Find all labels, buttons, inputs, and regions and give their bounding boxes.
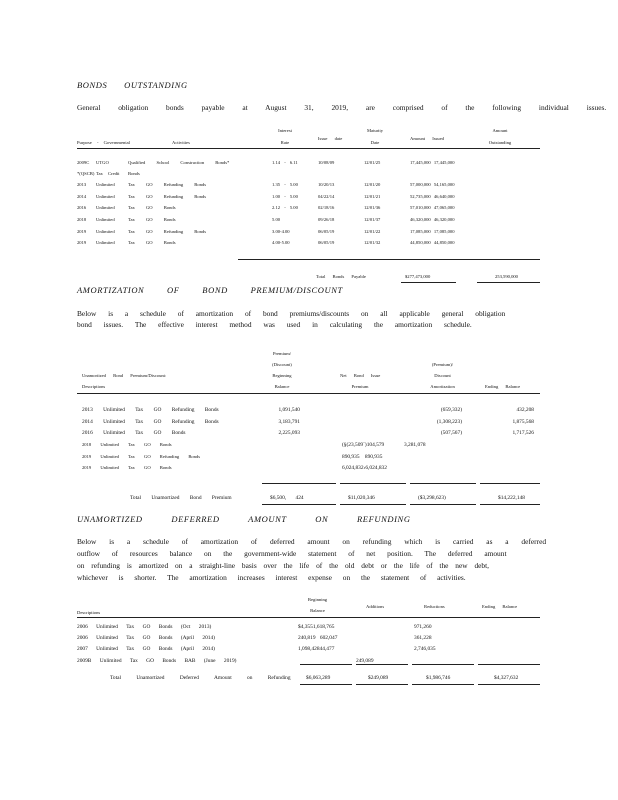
bond-row-amounts: 17,445,000 17,445,000	[410, 160, 455, 165]
bond-row-maturity: 12/01/32	[364, 240, 381, 245]
bonds-total-issued: $277,473,000	[405, 274, 431, 279]
bond-row-amounts: 57,010,000 47,065,000	[410, 205, 455, 210]
hdr-discount: (Discount)	[272, 362, 292, 367]
amort-row-desc: 2019 Unlimited Tax GO Refunding Bonds	[82, 454, 201, 459]
bond-row-type: Unlimited	[96, 229, 115, 234]
amort-row-desc: 2016 Unlimited Tax GO Bonds	[82, 430, 186, 436]
amortization-intro-1: Below is a schedule of amortization of bond premiums/discounts on all applicable general obligation	[77, 309, 506, 318]
amort-row-amortization: (1,308,223)	[436, 419, 462, 425]
bond-row-amounts: 17,085,000 17,085,000	[410, 229, 455, 234]
bond-row-year: *(QSCB)	[77, 171, 95, 176]
bond-row-issue-date: 06/05/19	[318, 240, 335, 245]
amort-row-net: (§(23,509¨)104,579	[342, 442, 385, 448]
amort-total-ending: $14,222,148	[498, 495, 525, 501]
bond-row-rate: 4.00-5.00	[272, 240, 290, 245]
deferred-intro-4: whichever is shorter. The amortization increases interest expense on the statement of activities.	[77, 573, 466, 582]
amort-total-beginning: $6,500, 424	[270, 495, 304, 501]
amort-row-amortization: (507,567)	[440, 430, 462, 436]
hdr-purpose: Purpose - Governmental	[77, 140, 130, 145]
bond-row-type: UTGO	[96, 160, 109, 165]
amort-row-desc: 2014 Unlimited Tax GO Refunding Bonds	[82, 419, 219, 425]
amort-total-label: Total Unamortized Bond Premium	[130, 495, 232, 501]
bonds-total-outstanding: 253,590,000	[495, 274, 518, 279]
hdr-net-premium: Premium	[351, 384, 369, 389]
amort-row-ending: 1,875,568	[512, 419, 534, 425]
amort-total-net: $11,020,346	[348, 495, 375, 501]
bond-row-desc: Tax GO Refunding Bonds	[128, 229, 207, 234]
hdr-amount: Amount	[492, 128, 508, 133]
bonds-outstanding-title: BONDS OUTSTANDING	[77, 80, 188, 90]
hdr-activities: Activities	[172, 140, 190, 145]
bond-row-issue-date: 09/26/18	[318, 217, 335, 222]
hdr-descriptions: Descriptions	[82, 384, 106, 389]
bond-row-maturity: 12/01/22	[364, 229, 381, 234]
hdr-maturity: Maturity	[366, 128, 384, 133]
amort-row-beginning: 3,183,791	[278, 419, 300, 425]
bond-row-desc: Bonds	[128, 171, 140, 176]
def-hdr-ending: Ending Balance	[482, 604, 518, 609]
deferred-intro-3: on refunding is amortized on a straight-line basis over the life of the old debt or the life of the new debt,	[77, 561, 490, 570]
amort-row-net: 6,024,832‹6,024,832	[342, 465, 387, 471]
bond-row-type: Unlimited	[96, 194, 115, 199]
deferred-row-beginning: $4,3551,618,765	[298, 624, 335, 630]
deferred-row-desc: 2006 Unlimited Tax GO Bonds (April 2014)	[77, 635, 215, 641]
bond-row-maturity: 12/01/37	[364, 217, 381, 222]
def-total-additions: $249,089	[368, 675, 389, 681]
bond-row-maturity: 12/01/20	[364, 182, 381, 187]
amort-row-desc: 2018 Unlimited Tax GO Bonds	[82, 442, 172, 447]
bond-row-type: Unlimited	[96, 240, 115, 245]
bond-row-maturity: 12/01/25	[364, 160, 381, 165]
deferred-row-desc: 2007 Unlimited Tax GO Bonds (April 2014)	[77, 646, 215, 652]
bond-row-amounts: 46,320,000 46,320,000	[410, 217, 455, 222]
amortization-intro-2: bond issues. The effective interest method was used in calculating the amortization schedule.	[77, 320, 472, 329]
amort-row-beginning: 1,091,540	[278, 407, 300, 413]
bond-row-year: 2014	[77, 194, 87, 199]
amort-row-ending: 432,208	[516, 407, 534, 413]
bond-row-desc: Qualified School Construction Bonds*	[128, 160, 230, 165]
bond-row-desc: Tax GO Bonds	[128, 205, 176, 210]
bond-row-issue-date: 04/22/14	[318, 194, 335, 199]
bond-row-rate: 3.00-4.00	[272, 229, 290, 234]
bond-row-type: Unlimited	[96, 205, 115, 210]
amort-row-desc: 2013 Unlimited Tax GO Refunding Bonds	[82, 407, 219, 413]
deferred-row-reductions: 971,260	[414, 624, 432, 630]
bond-row-year: 2019	[77, 229, 87, 234]
bond-row-rate: 1.00 - 5.00	[272, 194, 298, 199]
bond-row-desc: Tax GO Refunding Bonds	[128, 194, 207, 199]
def-total-beginning: $6,063,289	[306, 675, 331, 681]
deferred-row-beginning: 1,098,42844,477	[298, 646, 335, 652]
hdr-premium: Premium/	[272, 351, 292, 356]
bond-row-amounts: 44,850,000 44,850,000	[410, 240, 455, 245]
bond-row-desc: Tax GO Refunding Bonds	[128, 182, 207, 187]
hdr-rate: Rate	[280, 140, 290, 145]
amort-row-amortization: (659,332)	[440, 407, 462, 413]
bond-row-issue-date: 02/18/16	[318, 205, 335, 210]
bond-row-issue-date: 10/20/13	[318, 182, 335, 187]
bond-row-rate: 1.14 - 6.11	[272, 160, 298, 165]
deferred-row-desc: 2006 Unlimited Tax GO Bonds (Oct 2013)	[77, 624, 212, 630]
hdr-outstanding: Outstanding	[488, 140, 512, 145]
def-hdr-reductions: Reductions	[424, 604, 445, 609]
deferred-intro-1: Below is a schedule of amortization of deferred amount on refunding which is carried as a deferred	[77, 537, 547, 546]
bond-row-maturity: 12/01/36	[364, 205, 381, 210]
amort-row-beginning: 2,225,093	[278, 430, 300, 436]
bond-row-year: 2018	[77, 217, 87, 222]
bond-row-type: Unlimited	[96, 182, 115, 187]
hdr-premium-paren: (Premium)/	[431, 362, 454, 367]
hdr-ending-balance: Ending Balance	[485, 384, 521, 389]
hdr-amount-issued: Amount Issued	[410, 136, 444, 141]
bond-row-issue-date: 10/08/09	[318, 160, 335, 165]
bond-row-rate: 1.35 - 5.00	[272, 182, 298, 187]
bond-row-type: Tax Credit	[96, 171, 120, 176]
def-hdr-descriptions: Descriptions	[77, 610, 101, 615]
bond-row-year: 2016	[77, 205, 87, 210]
bond-row-desc: Tax GO Bonds	[128, 217, 176, 222]
deferred-row-desc: 2009B Unlimited Tax GO Bonds BAB (June 2019)	[77, 658, 237, 664]
hdr-amortization: Amortization	[430, 384, 455, 389]
bond-row-amounts: 57,000,000 54,165,000	[410, 182, 455, 187]
deferred-row-reductions: 2,746,035	[414, 646, 436, 652]
deferred-row-additions: 249,089	[356, 658, 374, 664]
deferred-row-reductions: 361,228	[414, 635, 432, 641]
bonds-total-label: Total Bonds Payable	[316, 274, 366, 279]
bond-row-year: 2013	[77, 182, 87, 187]
hdr-net-bond-issue: Net Bond Issue	[340, 373, 381, 378]
def-hdr-additions: Additions	[366, 604, 385, 609]
bond-row-issue-date: 06/05/19	[318, 229, 335, 234]
amort-row-desc: 2019 Unlimited Tax GO Bonds	[82, 465, 172, 470]
amort-row-net: 890,935 890,935	[342, 454, 383, 460]
hdr-date: Date	[370, 140, 380, 145]
bond-row-rate: 2.12 - 5.00	[272, 205, 298, 210]
hdr-amort-discount: Discount	[434, 373, 451, 378]
bond-row-rate: 5.00	[272, 217, 281, 222]
deferred-intro-2: outflow of resources balance on the government-wide statement of net position. The deferred amount	[77, 549, 507, 558]
bond-row-maturity: 12/01/21	[364, 194, 381, 199]
def-hdr-balance: Balance	[310, 608, 325, 613]
bond-row-desc: Tax GO Bonds	[128, 240, 176, 245]
bond-row-year: 2019	[77, 240, 87, 245]
amortization-title: AMORTIZATION OF BOND PREMIUM/DISCOUNT	[77, 285, 343, 295]
bond-row-year: 2009C	[77, 160, 90, 165]
hdr-balance: Balance	[274, 384, 290, 389]
hdr-beginning: Beginning	[272, 373, 292, 378]
deferred-title: UNAMORTIZED DEFERRED AMOUNT ON REFUNDING	[77, 514, 411, 524]
hdr-interest: Interest	[278, 128, 292, 133]
bonds-intro: General obligation bonds payable at August 31, 2019, are comprised of the following individual issues.	[77, 103, 607, 112]
amort-row-amortization: 3,281,078	[404, 442, 426, 448]
deferred-row-beginning: 240,819 602,047	[298, 635, 338, 641]
def-total-ending: $4,327,632	[494, 675, 519, 681]
def-total-reductions: $1,986,746	[426, 675, 451, 681]
amort-row-ending: 1,717,526	[512, 430, 534, 436]
hdr-unamortized: Unamortized Bond Premium/Discount:	[82, 373, 167, 378]
amort-total-amort: ($3,298,623)	[418, 495, 446, 501]
def-total-label: Total Unamortized Deferred Amount on Refunding	[110, 675, 291, 681]
bond-row-amounts: 52,735,000 46,640,000	[410, 194, 455, 199]
bond-row-type: Unlimited	[96, 217, 115, 222]
def-hdr-beginning: Beginning	[307, 597, 328, 602]
hdr-issue-date: Issue date	[318, 136, 343, 141]
